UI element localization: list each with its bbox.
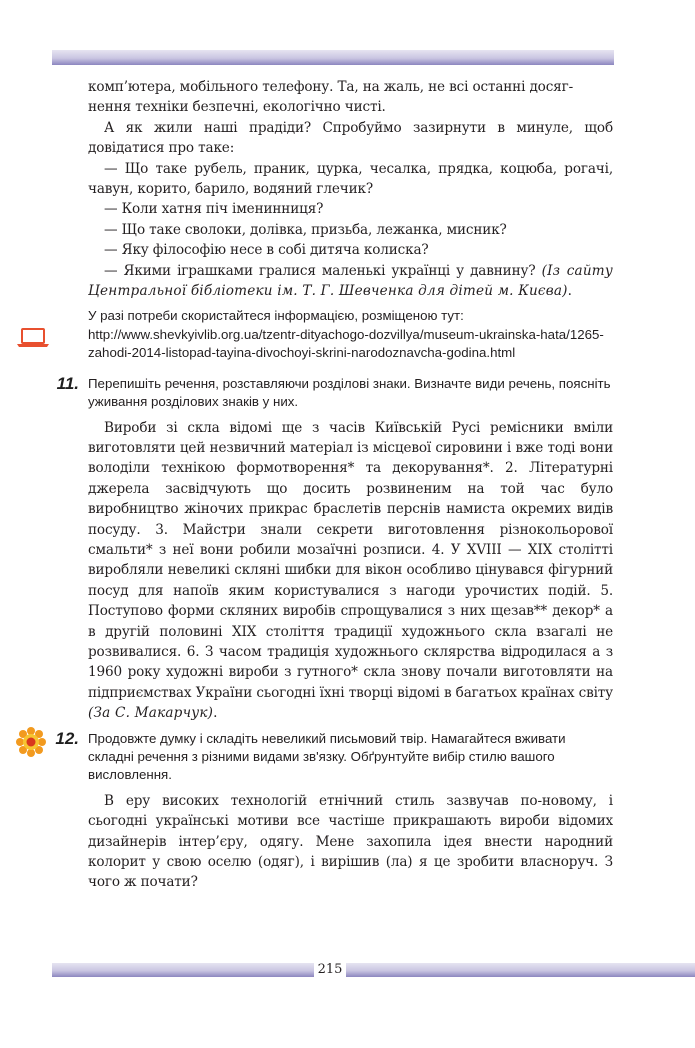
essay-prompt-text: В еру високих технологій етнічний стиль зазвучав по-новому, і сьогодні українські мотиви все частіше прикрашають вироби відомих дизайнерів інтер’єру, одягу. Мене захопила ідея внести народний колорит у свою оселю (одяг), і вирішив (ла) я це зробити власноруч. З чого ж почати? (88, 792, 613, 891)
question-item: — Що таке сволоки, долівка, призьба, лежанка, мисник? (104, 221, 507, 238)
intro-line-2: нення техніки безпечні, екологічно чисті. (88, 99, 386, 116)
bottom-decorative-band (346, 963, 695, 977)
question-text: — Якими іграшками гралися маленькі українці у давнину? (104, 262, 536, 279)
task-number: 11. (56, 373, 79, 393)
question-item (88, 261, 613, 302)
info-note-text: У разі потреби скористайтеся інформацією, розміщеною тут: http://www.shevkyivlib.org.ua/tzentr-dityachogo-dozvillya/museum-ukrainska-hata/1265-zahodi-2014-listopad-tayina-divochoyi-skrini-narodoznavcha-godina.html (88, 308, 604, 361)
bottom-decorative-band (52, 963, 314, 977)
top-decorative-band (52, 50, 614, 65)
exercise-body: Вироби зі скла відомі ще з часів Київській Русі ремісники вміли виготовляти цей незвичний матеріал із місцевої сировини і вже тоді вони володіли технікою формотворення* та декорування*. 2. Літературні джерела засвідчують що досить розвиненим на той час було виробництво жіночих прикрас браслетів перснів намиста окремих видів посуду. 3. Майстри знали секрети виготовлення різнокольорової смальти* з неї вони робили мозаїчні розписи. 4. У XVIII — XIX столітті виробляли невеликі скляні шибки для вікон особливо цінувався фігурний посуд для напоїв яким користувалися з нагоди урочистих подій. 5. Поступово форми скляних виробів спрощувалися з них щезав** декор* а в другій половині XIX століття традиції художнього скла взагалі не розвивалися. 6. З часом традиція художнього склярства відродилася а з 1960 року художні вироби з гутного* скла знову почали виготовляти на підприємствах України сьогодні їхні творці відомі в багатьох країнах світу (88, 419, 613, 701)
source-citation: (Із сайту Центральної бібліотеки ім. Т. Г. Шевченка для дітей м. Києва) (88, 262, 613, 300)
question-item: — Яку філософію несе в собі дитяча колиска? (104, 242, 429, 259)
question-item: — Коли хатня піч іменинниця? (104, 201, 324, 218)
page-number: 215 (317, 962, 343, 977)
exercise-text (88, 418, 613, 724)
source-citation: (За С. Макарчук) (88, 705, 214, 722)
task-number: 12. (55, 728, 79, 748)
question-item: — Що таке рубель, праник, цурка, чесалка, прядка, коцюба, рогачі, чавун, корито, барило, водяний глечик? (88, 160, 613, 198)
task-instruction: Продовжте думку і складіть невеликий письмовий твір. Намагайтеся вживати складні речення з різними видами зв'язку. Обґрунтуйте вибір стилю вашого висловлення. (88, 730, 566, 783)
task-12 (55, 728, 613, 785)
intro-paragraph: А як жили наші прадіди? Спробуймо зазирнути в минуле, щоб довідатися про таке: (88, 119, 613, 157)
task-instruction: Перепишіть речення, розставляючи розділові знаки. Визначте види речень, поясніть уживання розділових знаків у них. (88, 375, 611, 410)
page-content (55, 77, 613, 893)
laptop-icon (16, 327, 50, 349)
citation-period: . (567, 283, 572, 300)
task-11 (56, 373, 613, 412)
citation-period: . (213, 705, 218, 722)
intro-line-1: комп’ютера, мобільного телефону. Та, на жаль, не всі останні досяг- (88, 79, 574, 95)
